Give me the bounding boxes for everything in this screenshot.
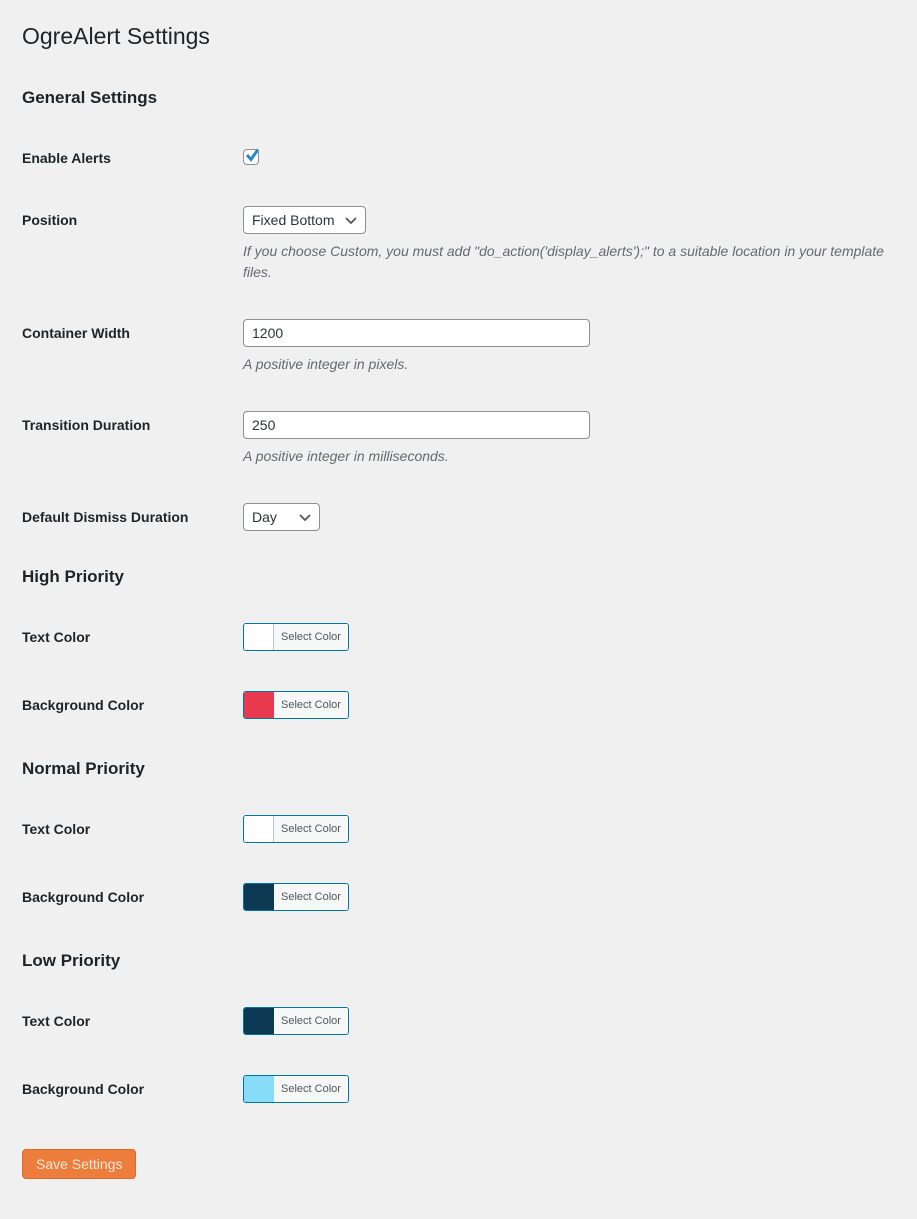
default-dismiss-duration-select[interactable]	[243, 503, 320, 531]
select-color-label: Select Color	[274, 692, 348, 718]
section-heading-normal-priority: Normal Priority	[22, 758, 145, 778]
section-heading-low-priority: Low Priority	[22, 950, 121, 970]
field-label: Position	[22, 211, 78, 228]
field-description: If you choose Custom, you must add "do_action('display_alerts');" to a suitable location in your template files.	[243, 242, 884, 280]
form-row-low-text-color	[22, 1007, 897, 1039]
transition-duration-input[interactable]	[243, 411, 590, 439]
form-row-default-dismiss-duration	[22, 503, 897, 531]
low-text-color-button[interactable]	[243, 1007, 349, 1035]
form-row-high-background-color	[22, 691, 897, 723]
field-label: Transition Duration	[22, 416, 151, 433]
select-color-label: Select Color	[274, 1076, 348, 1102]
high-text-color-button[interactable]	[243, 623, 349, 651]
field-label: Background Color	[22, 1080, 145, 1097]
enable-alerts-checkbox[interactable]	[243, 149, 259, 165]
field-description: A positive integer in pixels.	[243, 355, 409, 372]
container-width-input[interactable]	[243, 319, 590, 347]
select-color-label: Select Color	[274, 1008, 348, 1034]
form-row-transition-duration	[22, 411, 897, 467]
field-description: A positive integer in milliseconds.	[243, 447, 449, 464]
color-swatch	[244, 1008, 274, 1034]
color-swatch	[244, 624, 274, 650]
field-label: Enable Alerts	[22, 149, 111, 166]
section-heading-general: General Settings	[22, 87, 158, 107]
form-row-position	[22, 206, 897, 283]
select-color-label: Select Color	[274, 884, 348, 910]
form-row-enable-alerts	[22, 144, 897, 170]
form-row-container-width	[22, 319, 897, 375]
field-label: Background Color	[22, 696, 145, 713]
color-swatch	[244, 692, 274, 718]
submit-row	[22, 1149, 897, 1179]
section-heading-high-priority: High Priority	[22, 566, 125, 586]
page-title: OgreAlert Settings	[22, 23, 210, 49]
field-label: Container Width	[22, 324, 130, 341]
field-label: Background Color	[22, 888, 145, 905]
enable-alerts-checkbox-wrap	[243, 149, 259, 170]
field-label: Text Color	[22, 820, 91, 837]
color-swatch	[244, 884, 274, 910]
normal-background-color-button[interactable]	[243, 883, 349, 911]
field-label: Text Color	[22, 1012, 91, 1029]
dismiss-duration-select-wrap	[243, 503, 320, 531]
form-row-low-background-color	[22, 1075, 897, 1107]
form-row-high-text-color	[22, 623, 897, 655]
normal-text-color-button[interactable]	[243, 815, 349, 843]
save-settings-button[interactable]: Save Settings	[22, 1149, 136, 1179]
select-color-label: Select Color	[274, 816, 348, 842]
field-label: Text Color	[22, 628, 91, 645]
select-color-label: Select Color	[274, 624, 348, 650]
low-background-color-button[interactable]	[243, 1075, 349, 1103]
position-select[interactable]	[243, 206, 366, 234]
form-row-normal-text-color	[22, 815, 897, 847]
high-background-color-button[interactable]	[243, 691, 349, 719]
form-row-normal-background-color	[22, 883, 897, 915]
position-select-wrap	[243, 206, 366, 234]
color-swatch	[244, 816, 274, 842]
color-swatch	[244, 1076, 274, 1102]
field-label: Default Dismiss Duration	[22, 508, 189, 525]
